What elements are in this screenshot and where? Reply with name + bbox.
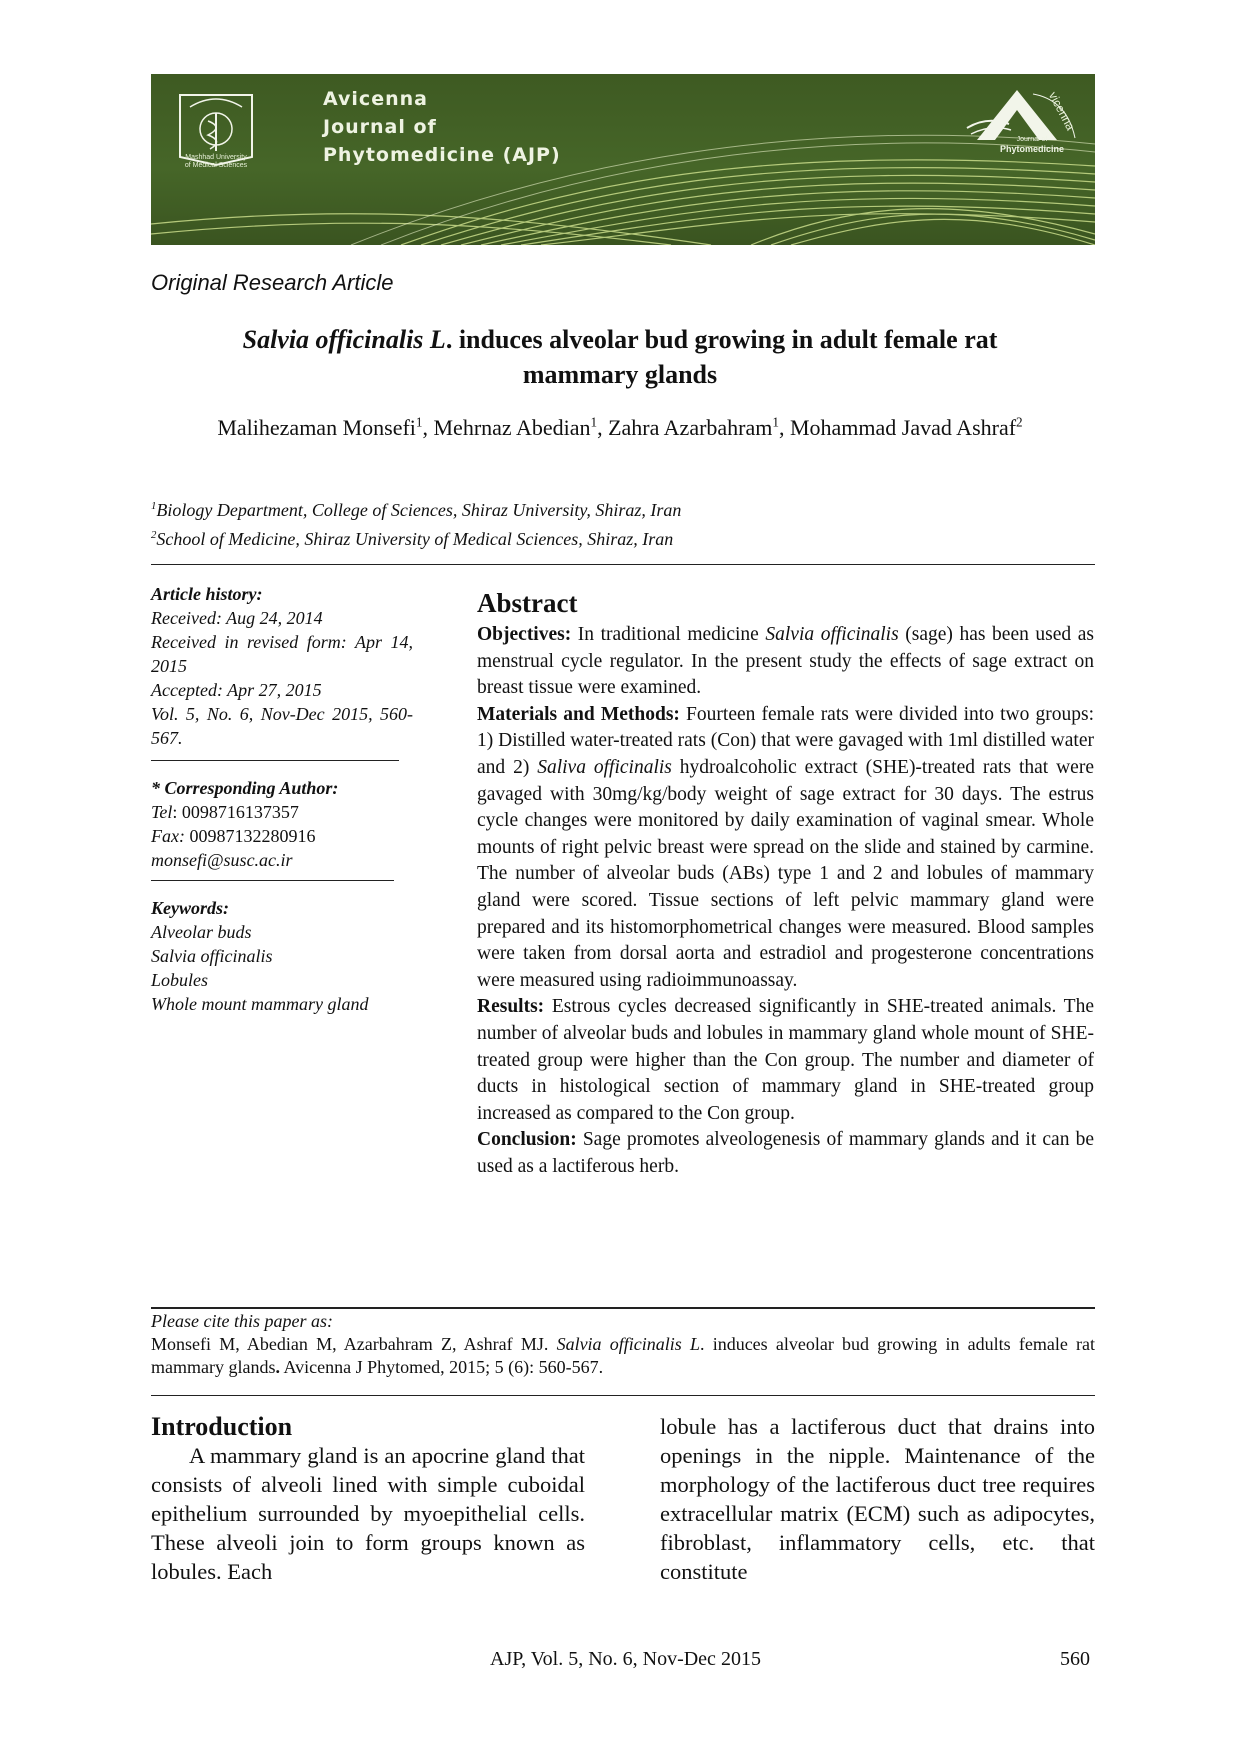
author-separator: , — [422, 415, 434, 440]
keyword-item: Whole mount mammary gland — [151, 994, 369, 1014]
history-received: Received: Aug 24, 2014 — [151, 608, 323, 628]
cite-label: Please cite this paper as: — [151, 1311, 333, 1331]
introduction-text: A mammary gland is an apocrine gland that consists of alveoli lined with simple cuboidal epithelium surrounded by myoepithelial cells. These alveoli join to form groups known as lobules. Each — [151, 1443, 585, 1584]
introduction-heading: Introduction — [151, 1412, 293, 1441]
history-accepted: Accepted: Apr 27, 2015 — [151, 680, 322, 700]
divider-rule — [151, 564, 1095, 565]
affiliation-sup: 2 — [151, 529, 157, 541]
abstract-conclusion — [477, 1127, 1094, 1180]
affiliation-text: School of Medicine, Shiraz University of Medical Sciences, Shiraz, Iran — [156, 529, 674, 549]
email-address: monsefi@susc.ac.ir — [151, 850, 293, 870]
methods-text: Fourteen female rats were divided into two groups: 1) Distilled water-treated rats (Con) that were gavaged with 1ml distilled water and 2) — [477, 703, 1094, 778]
affiliation-text: Biology Department, College of Sciences, Shiraz University, Shiraz, Iran — [156, 500, 682, 520]
abstract-results — [477, 994, 1094, 1127]
results-text: Estrous cycles decreased significantly in SHE-treated animals. The number of alveolar buds and lobules in mammary gland whole mount of SHE-treated group were higher than the Con group. The number and diameter of ducts in histological section of mammary gland in SHE-treated group increased as compared to the Con group. — [477, 996, 1094, 1124]
keyword-item: Lobules — [151, 970, 209, 990]
cite-species: Salvia officinalis L — [556, 1334, 700, 1354]
corresponding-label: * Corresponding Author: — [151, 778, 339, 798]
methods-text: hydroalcoholic extract (SHE)-treated rats that were gavaged with 30mg/kg/body weight of sage extract for 30 days. The estrus cycle changes were monitored by daily examination of vaginal smear. Whole mounts of right pelvic breast were spread on the slide and stained by carmine. The number of alveolar buds (ABs) type 1 and 2 and lobules of mammary gland were scored. Tissue sections of left pelvic mammary gland were prepared and its histomorphometrical changes were measured. Blood samples were taken from dorsal aorta and estradiol and progesterone concentrations were measured using radioimmunoassay. — [477, 756, 1094, 991]
author-affil-sup: 1 — [772, 414, 779, 430]
article-history — [151, 582, 421, 750]
tel-number: : 0098716137357 — [172, 802, 299, 822]
author-separator: , — [778, 415, 790, 440]
journal-logo-small: Journal of — [1016, 136, 1048, 143]
cite-journal: Avicenna J Phytomed, 2015; 5 (6): 560-567. — [279, 1357, 604, 1377]
tel-label: Tel — [151, 802, 173, 822]
cite-authors: Monsefi M, Abedian M, Azarbahram Z, Ashraf MJ. — [151, 1334, 557, 1354]
methods-species: Saliva officinalis — [537, 756, 672, 778]
fax-number: 00987132280916 — [184, 826, 316, 846]
cite-title: . induces alveolar bud growing in adults female rat mammary glands — [151, 1334, 1095, 1377]
journal-name-line1: Avicenna — [323, 88, 428, 110]
title-species: Salvia officinalis L — [242, 325, 446, 354]
divider-rule — [151, 880, 394, 881]
journal-name-line3: Phytomedicine (AJP) — [323, 144, 561, 166]
cite-title-dot: . — [275, 1357, 280, 1377]
affiliation-2 — [151, 529, 673, 550]
author-affil-sup: 2 — [1016, 414, 1023, 430]
author-separator: , — [597, 415, 609, 440]
introduction-left-column — [151, 1442, 585, 1587]
university-name-line1: Mashhad University — [185, 154, 247, 161]
objectives-text: (sage) has been used as menstrual cycle regulator. In the present study the effects of sage extract on breast tissue were examined. — [477, 624, 1094, 699]
objectives-text: In traditional medicine — [571, 624, 766, 645]
abstract-methods — [477, 702, 1094, 995]
university-emblem-icon — [170, 87, 262, 197]
author-name: Malihezaman Monsefi — [217, 415, 416, 440]
author-affil-sup: 1 — [415, 414, 423, 430]
university-name-line2: of Medical Sciences — [184, 162, 248, 169]
conclusion-text: Sage promotes alveologenesis of mammary glands and it can be used as a lactiferous herb. — [477, 1129, 1094, 1177]
journal-logo-arc-text: vicenna — [1045, 89, 1078, 133]
journal-logo-big: Phytomedicine — [999, 144, 1064, 154]
author-list — [160, 414, 1080, 442]
author-affil-sup: 1 — [590, 414, 598, 430]
keyword-item: Salvia officinalis — [151, 946, 273, 966]
page-number: 560 — [1060, 1648, 1090, 1670]
introduction-right-column: lobule has a lactiferous duct that drains into openings in the nipple. Maintenance of the morphology of the lactiferous duct tree requires extracellular matrix (ECM) such as adipocytes, fibroblast, inflammatory cells, etc. that constitute — [660, 1414, 1095, 1584]
cite-text — [151, 1333, 1095, 1379]
author-name: Zahra Azarbahram — [608, 415, 773, 440]
history-revised: Received in revised form: Apr 14, 2015 — [151, 632, 413, 676]
university-emblem-text — [161, 154, 271, 170]
page-footer-journal: AJP, Vol. 5, No. 6, Nov-Dec 2015 — [490, 1648, 761, 1670]
affiliation-1 — [151, 500, 681, 521]
journal-name-line2: Journal of — [323, 116, 437, 138]
author-name: Mehrnaz Abedian — [433, 415, 591, 440]
results-label: Results: — [477, 996, 545, 1018]
article-title — [160, 322, 1080, 392]
divider-rule — [151, 760, 399, 761]
journal-banner — [151, 74, 1095, 245]
corresponding-author — [151, 776, 421, 872]
divider-rule — [151, 1395, 1095, 1396]
abstract-heading: Abstract — [477, 588, 578, 618]
conclusion-label: Conclusion: — [477, 1129, 577, 1151]
article-type: Original Research Article — [151, 270, 394, 295]
keywords — [151, 896, 421, 1016]
fax-label: Fax: — [151, 826, 185, 846]
methods-label: Materials and Methods: — [477, 703, 680, 725]
objectives-species: Salvia officinalis — [765, 624, 899, 645]
journal-logo-text — [977, 136, 1087, 154]
divider-rule — [151, 1307, 1095, 1309]
title-line2: mammary glands — [522, 360, 718, 389]
title-line1-rest: . induces alveolar bud growing in adult female rat — [445, 325, 998, 354]
keyword-item: Alveolar buds — [151, 922, 252, 942]
author-name: Mohammad Javad Ashraf — [789, 415, 1017, 440]
article-history-label: Article history: — [151, 584, 263, 604]
abstract-body — [477, 622, 1094, 1180]
history-volume: Vol. 5, No. 6, Nov-Dec 2015, 560-567. — [151, 704, 413, 748]
keywords-label: Keywords: — [151, 898, 229, 918]
objectives-label: Objectives: — [477, 624, 572, 645]
journal-logo-icon — [947, 80, 1087, 190]
affiliation-sup: 1 — [151, 500, 157, 512]
abstract-objectives — [477, 622, 1094, 702]
